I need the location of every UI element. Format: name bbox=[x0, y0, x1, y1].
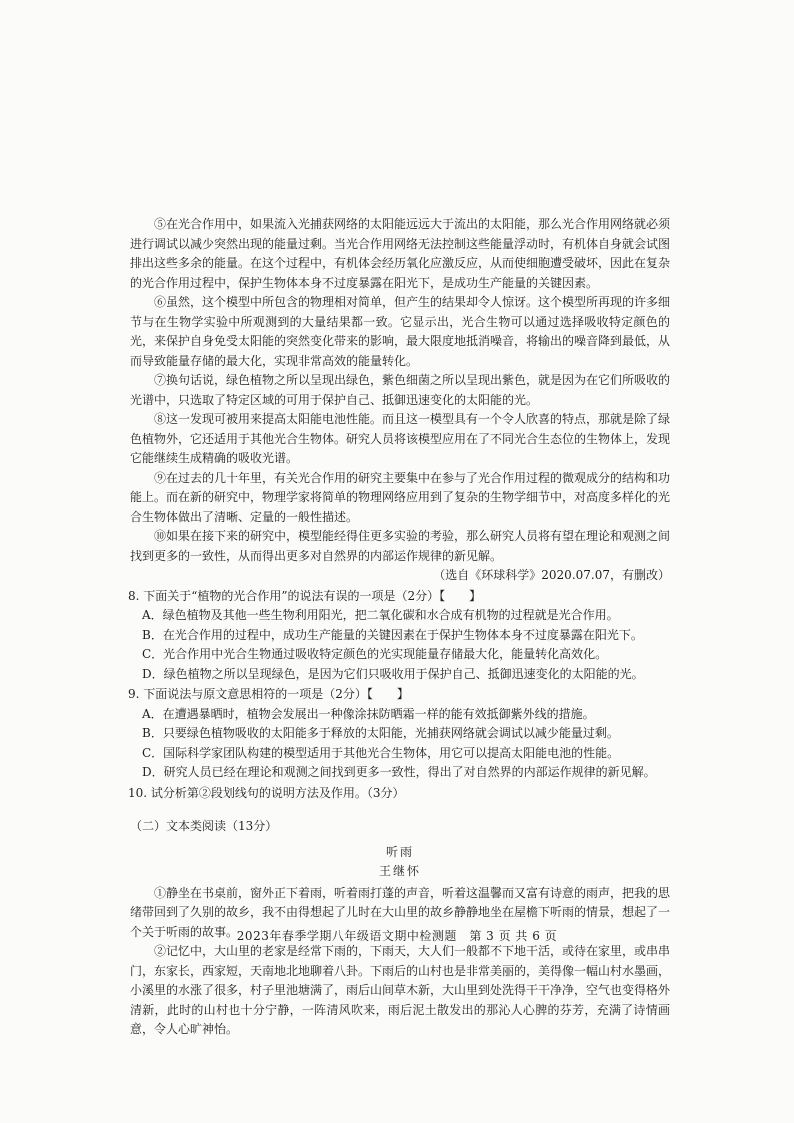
passage-paragraph-10: ⑩如果在接下来的研究中，模型能经得住更多实验的考验，那么研究人员将有望在理论和观测之间找到更多的一致性，从而得出更多对自然界的内部运作规律的新见解。 bbox=[130, 529, 671, 563]
question-8-option-d: D．绿色植物之所以呈现绿色，是因为它们只吸收用于保护自己、抵御迅速变化的太阳能的光。 bbox=[142, 666, 644, 681]
question-8-stem: 8. 下面关于“植物的光合作用”的说法有误的一项是（2分）【 】 bbox=[128, 588, 482, 603]
question-9-option-b: B．只要绿色植物吸收的太阳能多于释放的太阳能，光捕获网络就会调试以减少能量过剩。 bbox=[142, 726, 619, 740]
question-8-option-a: A．绿色植物及其他一些生物利用阳光，把二氧化碳和水合成有机物的过程就是光合作用。 bbox=[142, 608, 619, 622]
question-8-option-c: C．光合作用中光合生物通过吸收特定颜色的光实现能量存储最大化，能量转化高效化。 bbox=[142, 647, 608, 661]
article-title: 听雨 bbox=[385, 844, 414, 859]
page-content bbox=[130, 215, 670, 1040]
passage-paragraph-6: ⑥虽然，这个模型中所包含的物理相对简单，但产生的结果却令人惊讶。这个模型所再现的许多细节与在生物学实验中所观测到的大量结果都一致。它显示出，光合生物可以通过选择吸收特定颜色的光，来保护自身免受太阳能的突然变化带来的影响，最大限度地抵消噪音，将输出的噪音降到最低，从而导致能量存储的最大化，实现非常高效的能量转化。 bbox=[130, 295, 671, 368]
passage-paragraph-9: ⑨在过去的几十年里，有关光合作用的研究主要集中在参与了光合作用过程的微观成分的结构和功能上。而在新的研究中，物理学家将简单的物理网络应用到了复杂的生物学细节中，对高度多样化的光合生物体做出了清晰、定量的一般性描述。 bbox=[130, 470, 671, 524]
article-paragraph-1: ①静坐在书桌前，窗外正下着雨，听着雨打蓬的声音，听着这温馨而又富有诗意的雨声，把我的思绪带回到了久别的故乡，我不由得想起了儿时在大山里的故乡静静地坐在屋檐下听雨的情景，想起了一个关于听雨的故事。 bbox=[130, 885, 671, 939]
page-footer: 2023年春季学期八年级语文期中检测题 第 3 页 共 6 页 bbox=[236, 929, 558, 943]
question-9-option-d: D．研究人员已经在理论和观测之间找到更多一致性，得出了对自然界的内部运作规律的新见解。 bbox=[142, 765, 656, 779]
question-9-stem: 9. 下面说法与原文意思相符的一项是（2分）【 】 bbox=[128, 687, 409, 701]
passage-paragraph-5: ⑤在光合作用中，如果流入光捕获网络的太阳能远远大于流出的太阳能，那么光合作用网络就必须进行调试以减少突然出现的能量过剩。当光合作用网络无法控制这些能量浮动时，有机体自身就会试图排出这些多余的能量。在这个过程中，有机体会经历氧化应激反应，从而使细胞遭受破坏，因此在复杂的光合作用过程中，保护生物体本身不过度暴露在阳光下，是成功生产能量的关键因素。 bbox=[130, 217, 671, 290]
article-paragraph-2: ②记忆中，大山里的老家是经常下雨的，下雨天，大人们一般都不下地干活，或待在家里，或串串门，东家长，西家短，天南地北地聊着八卦。下雨后的山村也是非常美丽的，美得像一幅山村水墨画，小溪里的水涨了很多，村子里池塘满了，雨后山间草木新，大山里到处洗得干干净净，空气也变得格外清新，此时的山村也十分宁静，一阵清风吹来，雨后泥土散发出的那沁人心脾的芬芳，充满了诗情画意，令人心旷神怡。 bbox=[130, 944, 671, 1036]
passage-paragraph-8: ⑧这一发现可被用来提高太阳能电池性能。而且这一模型具有一个令人欣喜的特点，那就是除了绿色植物外，它还适用于其他光合生物体。研究人员将该模型应用在了不同光合生态位的生物体上，发现它能继续生成精确的吸收光谱。 bbox=[130, 412, 671, 465]
passage-paragraph-7: ⑦换句话说，绿色植物之所以呈现出绿色，紫色细菌之所以呈现出紫色，就是因为在它们所吸收的光谱中，只选取了特定区域的可用于保护自己、抵御迅速变化的太阳能的光。 bbox=[130, 373, 671, 407]
question-8-option-b: B．在光合作用的过程中，成功生产能量的关键因素在于保护生物体本身不过度暴露在阳光下。 bbox=[142, 627, 643, 642]
section-2-title: （二）文本类阅读（13分） bbox=[130, 819, 278, 833]
passage-source: （选自《环球科学》2020.07.07，有删改） bbox=[433, 568, 670, 582]
question-9-option-a: A．在遭遇暴晒时，植物会发展出一种像涂抹防晒霜一样的能有效抵御紫外线的措施。 bbox=[142, 706, 595, 721]
article-author: 王继怀 bbox=[378, 864, 421, 878]
question-9-option-c: C．国际科学家团队构建的模型适用于其他光合生物体，用它可以提高太阳能电池的性能。 bbox=[142, 745, 620, 760]
question-10-stem: 10. 试分析第②段划线句的说明方法及作用。（3分） bbox=[128, 785, 405, 800]
